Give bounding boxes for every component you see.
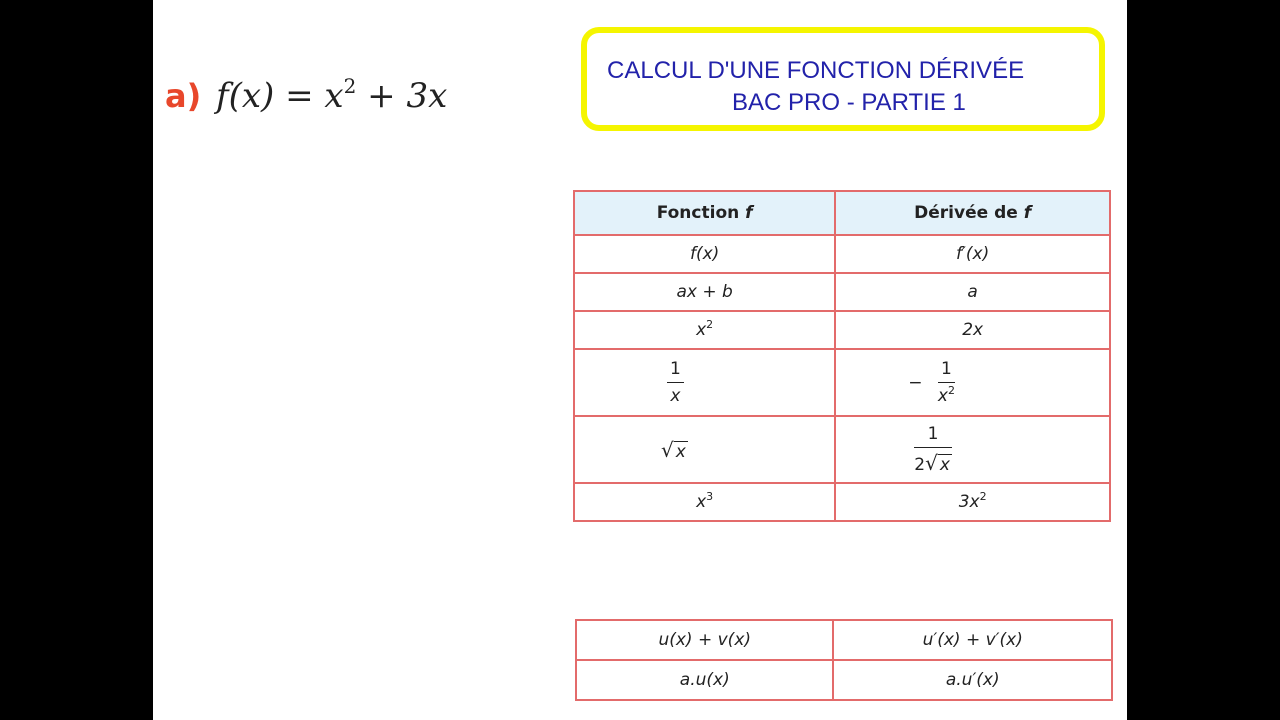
derivative-exponent: 2 [979,490,987,503]
fraction [938,359,955,406]
header-derivative [835,191,1110,235]
derivative-cell: f′(x) [835,235,1110,273]
function-exponent: 3 [706,490,714,503]
function-cell: f(x) [574,235,835,273]
function-lhs: f(x) = x [216,76,344,116]
table-row [574,235,1110,273]
function-cell [574,311,835,349]
fraction [667,359,684,406]
radical-icon: √ [661,437,674,462]
fraction [914,424,952,475]
document-page [153,0,1127,720]
radicand: x [939,455,950,475]
fraction-denominator [914,448,952,475]
derivative-cell [835,416,1110,483]
header-function-label: Fonction [656,203,746,223]
rules-table [575,619,1113,701]
fraction-numerator: 1 [938,359,955,383]
radicand: x [675,441,686,462]
square-root [925,451,952,475]
rule-derivative-cell: a.u′(x) [833,660,1112,700]
function-cell: ax + b [574,273,835,311]
rule-function-cell: u(x) + v(x) [576,620,833,660]
table-row [574,416,1110,483]
table-row [574,311,1110,349]
table-row [574,273,1110,311]
function-rhs: + 3x [356,76,448,116]
exercise-letter: a) [165,77,202,115]
fraction-numerator: 1 [914,424,952,448]
title-line-2: BAC PRO - PARTIE 1 [732,89,966,116]
derivative-table [573,190,1111,522]
radical-icon: √ [925,451,938,475]
function-cell [574,416,835,483]
denominator-coefficient: 2 [914,455,926,475]
denominator-exponent: 2 [947,384,955,397]
table-header-row [574,191,1110,235]
function-base: x [696,320,707,340]
exercise-function [165,76,447,116]
header-function-var: f [745,203,753,223]
title-box [581,27,1105,131]
title-line-1: CALCUL D'UNE FONCTION DÉRIVÉE [607,57,1025,84]
function-cell [574,483,835,521]
derivative-cell: a [835,273,1110,311]
function-cell [574,349,835,416]
table-row [574,349,1110,416]
rule-derivative-cell: u′(x) + v′(x) [833,620,1112,660]
denominator-base: x [937,386,948,406]
header-function [574,191,835,235]
derivative-base: 3x [958,492,980,512]
table-row [576,660,1112,700]
square-root [661,438,688,462]
function-base: x [696,492,707,512]
table-row [574,483,1110,521]
derivative-cell: 2x [835,311,1110,349]
function-exponent: 2 [343,74,357,98]
fraction-numerator: 1 [667,359,684,383]
fraction-denominator [938,383,955,406]
rule-function-cell: a.u(x) [576,660,833,700]
minus-sign: − [908,372,923,393]
header-derivative-var: f [1023,203,1032,223]
function-exponent: 2 [706,318,714,331]
derivative-cell [835,349,1110,416]
header-derivative-label: Dérivée de [914,203,1024,223]
derivative-cell [835,483,1110,521]
fraction-denominator: x [670,386,681,406]
table-row [576,620,1112,660]
